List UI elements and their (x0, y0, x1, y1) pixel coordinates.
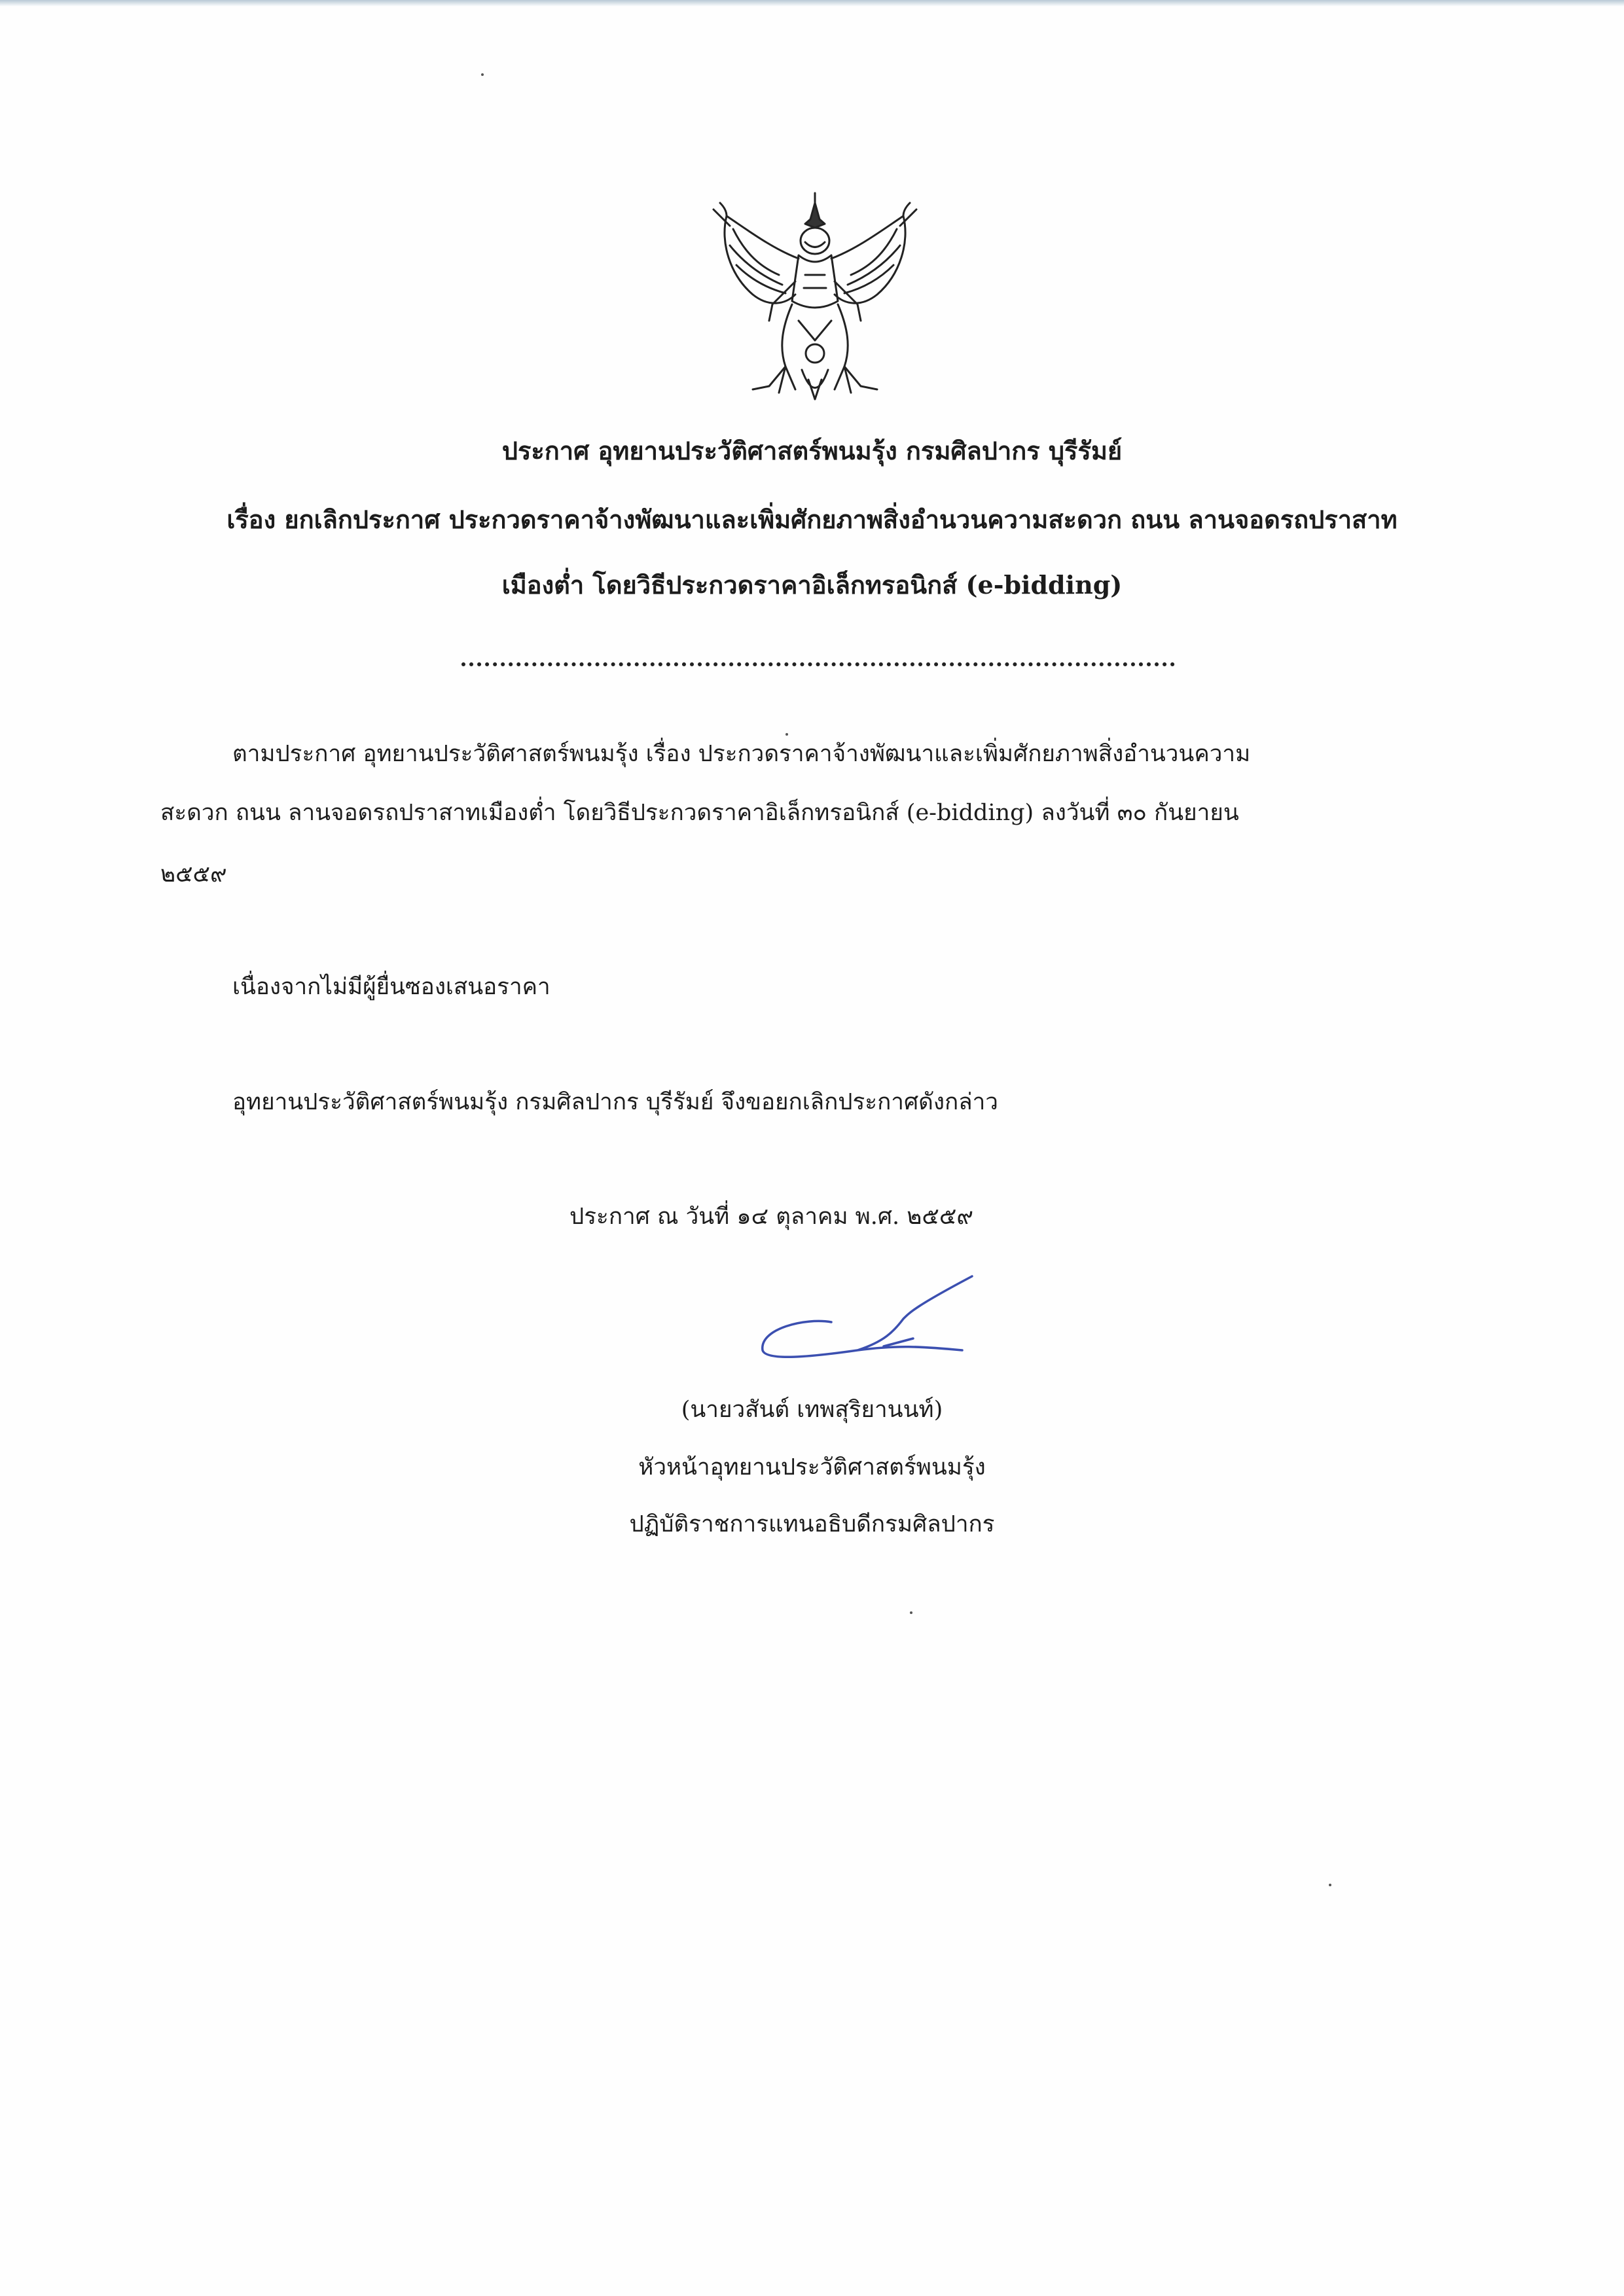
paragraph-1-line-2: สะดวก ถนน ลานจอดรถปราสาทเมืองต่ำ โดยวิธีประกวดราคาอิเล็กทรอนิกส์ (e-bidding) ลงวันที่ ๓๐ กันยายน (160, 800, 1239, 826)
paragraph-2: เนื่องจากไม่มีผู้ยื่นซองเสนอราคา (232, 974, 550, 1000)
announcement-title: ประกาศ อุทยานประวัติศาสตร์พนมรุ้ง กรมศิลปากร บุรีรัมย์ (501, 436, 1123, 465)
paragraph-3: อุทยานประวัติศาสตร์พนมรุ้ง กรมศิลปากร บุรีรัมย์ จึงขอยกเลิกประกาศดังกล่าว (232, 1089, 998, 1115)
announce-date: ประกาศ ณ วันที่ ๑๔ ตุลาคม พ.ศ. ๒๕๕๙ (569, 1204, 973, 1230)
scan-speck (481, 73, 484, 76)
scan-speck (910, 1611, 912, 1614)
paragraph-1-line-1: ตามประกาศ อุทยานประวัติศาสตร์พนมรุ้ง เรื่อง ประกวดราคาจ้างพัฒนาและเพิ่มศักยภาพสิ่งอำนวนความ (232, 741, 1251, 767)
signatory-position-2: ปฏิบัติราชการแทนอธิบดีกรมศิลปากร (629, 1511, 995, 1537)
signatory-name: (นายวสันต์ เทพสุริยานนท์) (681, 1397, 943, 1423)
signatory-position-1: หัวหน้าอุทยานประวัติศาสตร์พนมรุ้ง (638, 1454, 986, 1480)
subject-line-1: เรื่อง ยกเลิกประกาศ ประกวดราคาจ้างพัฒนาและเพิ่มศักยภาพสิ่งอำนวนความสะดวก ถนน ลานจอดรถปราสาท (226, 505, 1398, 534)
scan-edge (0, 0, 1624, 7)
scan-speck (785, 733, 788, 736)
signature-icon (753, 1273, 982, 1378)
dotted-divider (461, 662, 1175, 666)
paragraph-1-line-3: ๒๕๕๙ (160, 861, 227, 888)
garuda-emblem-icon (707, 190, 923, 412)
scan-speck (1329, 1884, 1331, 1886)
subject-line-2: เมืองต่ำ โดยวิธีประกวดราคาอิเล็กทรอนิกส์ (e-bidding) (501, 570, 1123, 600)
